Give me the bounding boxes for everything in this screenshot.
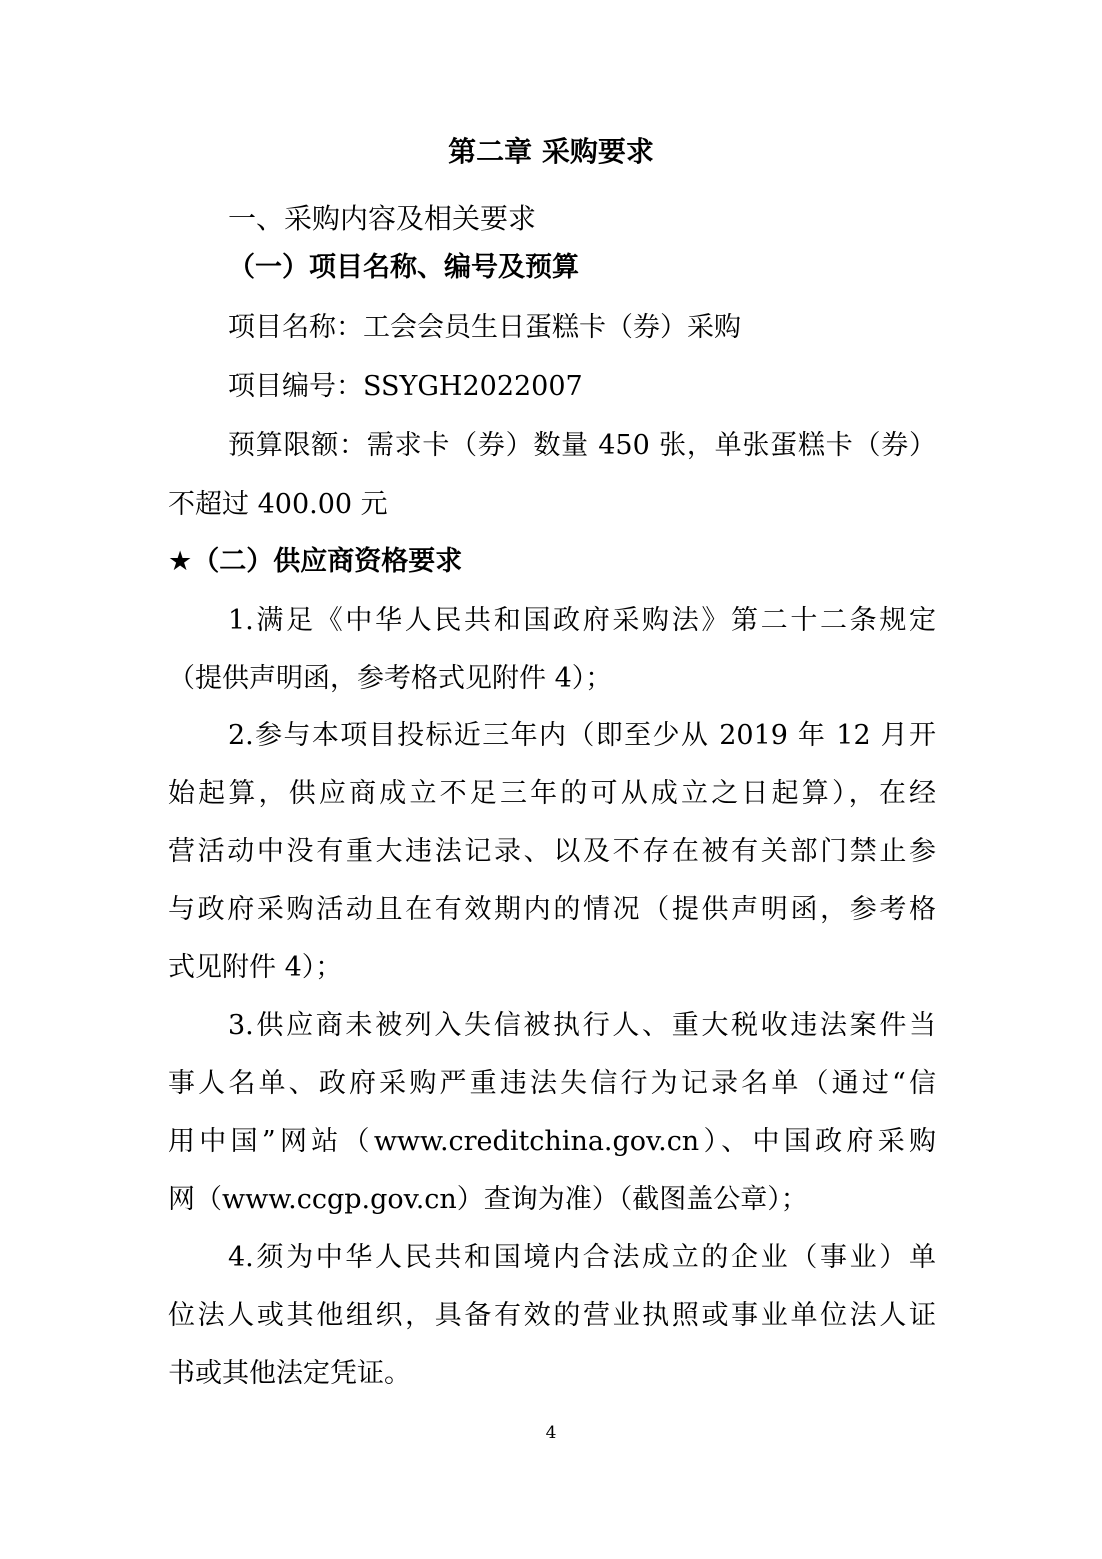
chapter-title: 第二章 采购要求 <box>448 135 654 168</box>
qualification-line: 3.供应商未被列入失信被执行人、重大税收违法案件当 <box>228 1010 936 1041</box>
page-number: 4 <box>545 1423 557 1443</box>
qualification-line: 用中国”网站（www.creditchina.gov.cn）、中国政府采购 <box>168 1126 936 1157</box>
budget-line: 预算限额：需求卡（券）数量 450 张，单张蛋糕卡（券） <box>228 430 936 461</box>
qualification-line: 网（www.ccgp.gov.cn）查询为准）（截图盖公章）； <box>168 1184 808 1215</box>
project-number-line: 项目编号：SSYGH2022007 <box>228 371 583 402</box>
qualification-line: 式见附件 4）； <box>168 952 343 983</box>
project-name-line: 项目名称：工会会员生日蛋糕卡（券）采购 <box>228 312 741 343</box>
qualification-line: 2.参与本项目投标近三年内（即至少从 2019 年 12 月开 <box>228 720 936 751</box>
qualification-line: 营活动中没有重大违法记录、以及不存在被有关部门禁止参 <box>168 836 936 867</box>
qualification-line: 位法人或其他组织，具备有效的营业执照或事业单位法人证 <box>168 1300 936 1331</box>
subsection-heading-project: （一）项目名称、编号及预算 <box>228 252 579 283</box>
qualification-line: 1.满足《中华人民共和国政府采购法》第二十二条规定 <box>228 605 936 636</box>
qualification-line: 4.须为中华人民共和国境内合法成立的企业（事业）单 <box>228 1242 936 1273</box>
qualification-line: 与政府采购活动且在有效期内的情况（提供声明函，参考格 <box>168 894 936 925</box>
qualification-line: 始起算，供应商成立不足三年的可从成立之日起算），在经 <box>168 778 936 809</box>
subsection-heading-qualification: ★（二）供应商资格要求 <box>168 546 463 577</box>
qualification-line: 事人名单、政府采购严重违法失信行为记录名单（通过“信 <box>168 1068 936 1099</box>
qualification-line: 书或其他法定凭证。 <box>168 1358 411 1389</box>
budget-line-cont: 不超过 400.00 元 <box>168 489 388 520</box>
qualification-line: （提供声明函，参考格式见附件 4）； <box>168 663 613 694</box>
section-heading: 一、采购内容及相关要求 <box>228 202 537 235</box>
